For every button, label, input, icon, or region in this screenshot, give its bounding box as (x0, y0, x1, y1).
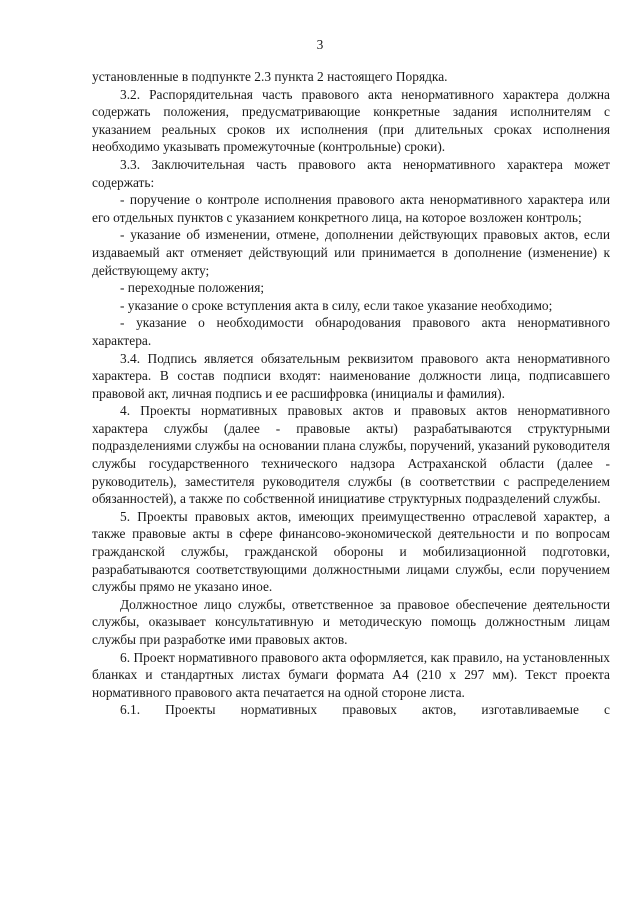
paragraph: 6.1. Проекты нормативных правовых актов, изготавливаемые с (120, 702, 610, 718)
list-item: - указание об изменении, отмене, дополнении действующих правовых актов, если издаваемый акт отменяет действующий или принимается в дополнение (изменение) к действующему акту; (92, 227, 610, 278)
paragraph: 3.3. Заключительная часть правового акта ненормативного характера может содержать: (92, 156, 610, 190)
paragraph: 6. Проект нормативного правового акта оформляется, как правило, на установленных бланках и стандартных листах бумаги формата А4 (210 x 297 мм). Текст проекта нормативного правового акта печатается на одной стороне листа. (92, 649, 610, 700)
paragraph: установленные в подпункте 2.3 пункта 2 настоящего Порядка. (92, 69, 448, 84)
body-text (92, 68, 610, 719)
paragraph: 3.4. Подпись является обязательным реквизитом правового акта ненормативного характера. В состав подписи входят: наименование должности лица, подписавшего правовой акт, личная подпись и ее расшифровка (инициалы и фамилия). (92, 350, 610, 401)
paragraph: 3.2. Распорядительная часть правового акта ненормативного характера должна содержать положения, предусматривающие конкретные задания исполнителям с указанием реальных сроков их исполнения (при длительных сроках исполнения необходимо указывать промежуточные (контрольные) сроки). (92, 86, 610, 155)
paragraph: 5. Проекты правовых актов, имеющих преимущественно отраслевой характер, а также правовые акты в сфере финансово-экономической деятельности и по вопросам гражданской службы, гражданской обороны и мобилизационной подготовки, разрабатываются соответствующими должностными лицами службы, если поручением службы прямо не указано иное. (92, 508, 610, 595)
list-item: - указание о необходимости обнародования правового акта ненормативного характера. (92, 315, 610, 348)
page-number: 3 (316, 37, 324, 52)
list-item: - переходные положения; (120, 280, 265, 296)
list-item: - указание о сроке вступления акта в силу, если такое указание необходимо; (120, 297, 553, 313)
paragraph: Должностное лицо службы, ответственное за правовое обеспечение деятельности службы, оказывает консультативную и методическую помощь должностным лицам службы при разработке ими правовых актов. (92, 596, 610, 647)
paragraph: 4. Проекты нормативных правовых актов и правовых актов ненормативного характера службы (далее - правовые акты) разрабатываются структурными подразделениями службы на основании плана службы, поручений, указаний руководителя службы государственного технического надзора Астраханской области (далее - руководитель), заместителя руководителя службы (в соответствии с распределением обязанностей), а также по собственной инициативе структурных подразделений службы. (92, 403, 610, 507)
list-item: - поручение о контроле исполнения правового акта ненормативного характера или его отдельных пунктов с указанием конкретного лица, на которое возложен контроль; (92, 192, 610, 225)
